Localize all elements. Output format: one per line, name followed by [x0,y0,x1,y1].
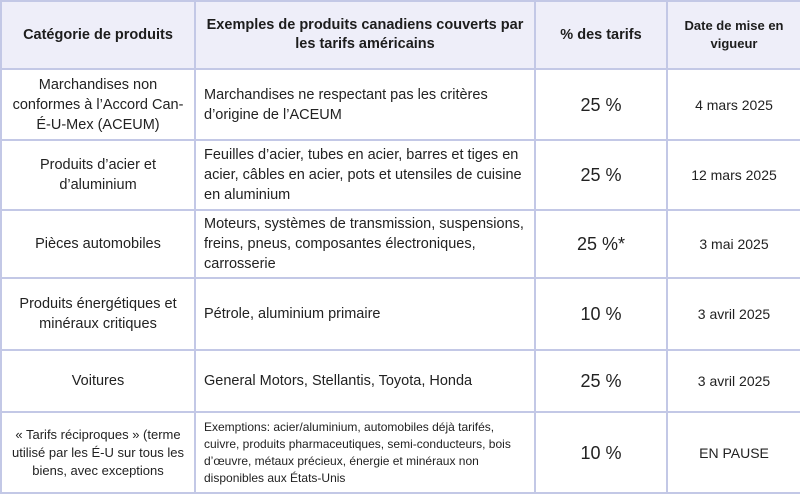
date-cell: EN PAUSE [667,412,800,493]
examples-cell: Feuilles d’acier, tubes en acier, barres et tiges en acier, câbles en acier, pots et utensiles de cuisine en aluminium [195,140,535,210]
date-cell: 4 mars 2025 [667,69,800,140]
table-row [1,412,800,493]
date-cell: 3 avril 2025 [667,278,800,350]
date-cell: 3 mai 2025 [667,210,800,278]
category-cell: Produits énergétiques et minéraux critiques [1,278,195,350]
table-row [1,278,800,350]
header-examples: Exemples de produits canadiens couverts par les tarifs américains [195,1,535,69]
table-row [1,210,800,278]
percent-cell: 10 % [535,278,667,350]
examples-cell: General Motors, Stellantis, Toyota, Honda [195,350,535,412]
header-row [1,1,800,69]
table-row [1,69,800,140]
examples-cell: Exemptions: acier/aluminium, automobiles déjà tarifés, cuivre, produits pharmaceutiques, semi-conducteurs, bois d’œuvre, métaux précieux, énergie et minéraux non disponibles aux États-Unis [195,412,535,493]
header-percent: % des tarifs [535,1,667,69]
table-row [1,350,800,412]
category-cell: Produits d’acier et d’aluminium [1,140,195,210]
percent-cell: 10 % [535,412,667,493]
percent-cell: 25 % [535,350,667,412]
header-category: Catégorie de produits [1,1,195,69]
percent-cell: 25 % [535,69,667,140]
examples-cell: Pétrole, aluminium primaire [195,278,535,350]
examples-cell: Moteurs, systèmes de transmission, suspensions, freins, pneus, composantes électroniques, carrosserie [195,210,535,278]
percent-cell: 25 %* [535,210,667,278]
table-row [1,140,800,210]
category-cell: Voitures [1,350,195,412]
examples-cell: Marchandises ne respectant pas les critères d’origine de l’ACEUM [195,69,535,140]
date-cell: 3 avril 2025 [667,350,800,412]
header-date: Date de mise en vigueur [667,1,800,69]
category-cell: Pièces automobiles [1,210,195,278]
category-cell: Marchandises non conformes à l’Accord Can-É-U-Mex (ACEUM) [1,69,195,140]
percent-cell: 25 % [535,140,667,210]
category-cell: « Tarifs réciproques » (terme utilisé par les É-U sur tous les biens, avec exceptions [1,412,195,493]
date-cell: 12 mars 2025 [667,140,800,210]
